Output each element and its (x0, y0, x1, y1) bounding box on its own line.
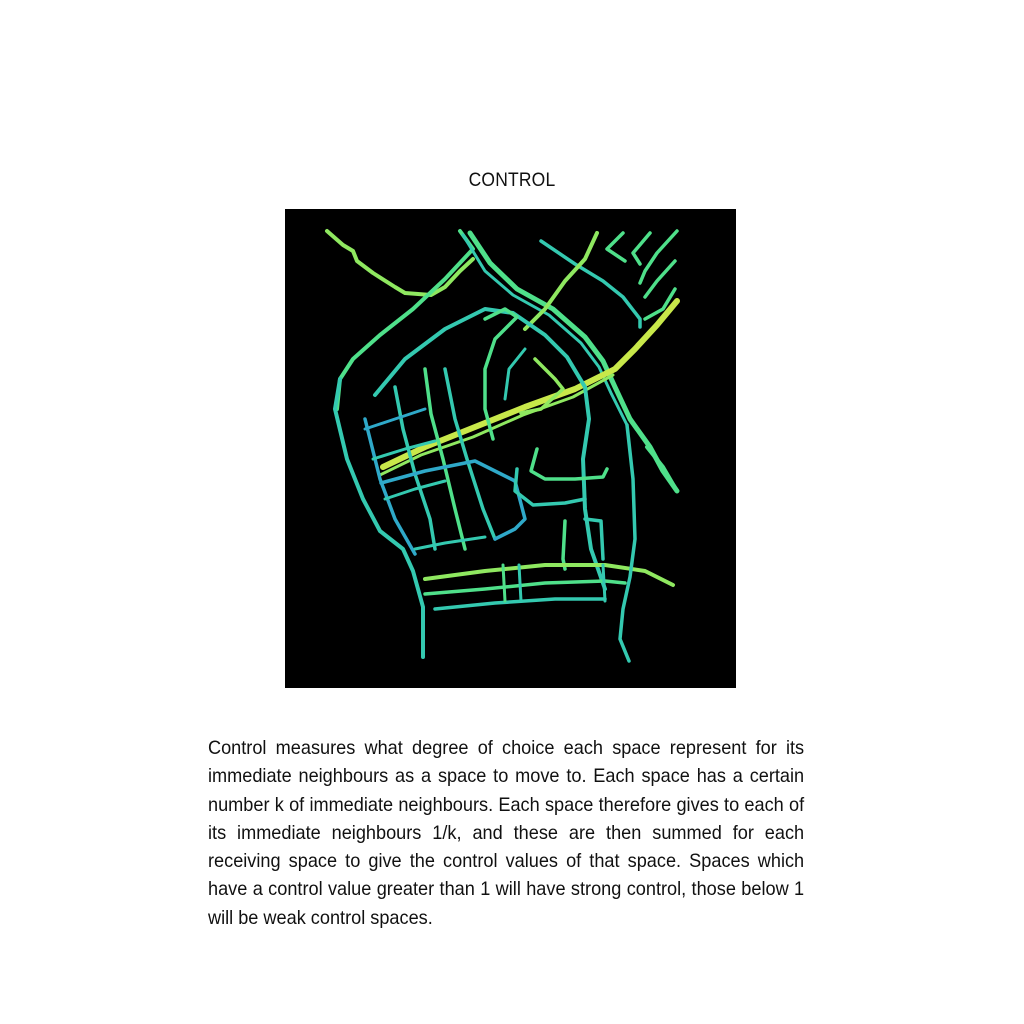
street-network-map (285, 209, 736, 688)
street-segment (563, 521, 565, 569)
street-segment (515, 469, 585, 505)
street-segment (607, 233, 625, 261)
description-paragraph: Control measures what degree of choice each space represent for its immediate neighbours as a space to move to. Each space has a certain number k of immediate neighbours. Each space therefore gives to each of its immediate neighbours 1/k, and these are then summed for each receiving space to give the control values of that space. Spaces which have a control value greater than 1 will have strong control, those below 1 will be weak control spaces. (208, 737, 805, 929)
street-segment (425, 581, 625, 594)
street-segment (647, 447, 677, 491)
street-segment (603, 565, 605, 601)
street-segment (519, 565, 521, 601)
street-segment (531, 449, 607, 479)
street-segment (503, 565, 505, 601)
street-segment (505, 349, 525, 399)
street-segment (620, 425, 635, 661)
street-segment (633, 233, 650, 264)
street-segment (415, 537, 485, 549)
diagram-title: CONTROL (468, 170, 556, 191)
street-segment (365, 409, 425, 429)
street-segment (385, 481, 445, 499)
street-network-svg (285, 209, 736, 688)
street-segment (327, 231, 473, 295)
street-segment (445, 369, 495, 539)
street-segment (335, 379, 423, 657)
